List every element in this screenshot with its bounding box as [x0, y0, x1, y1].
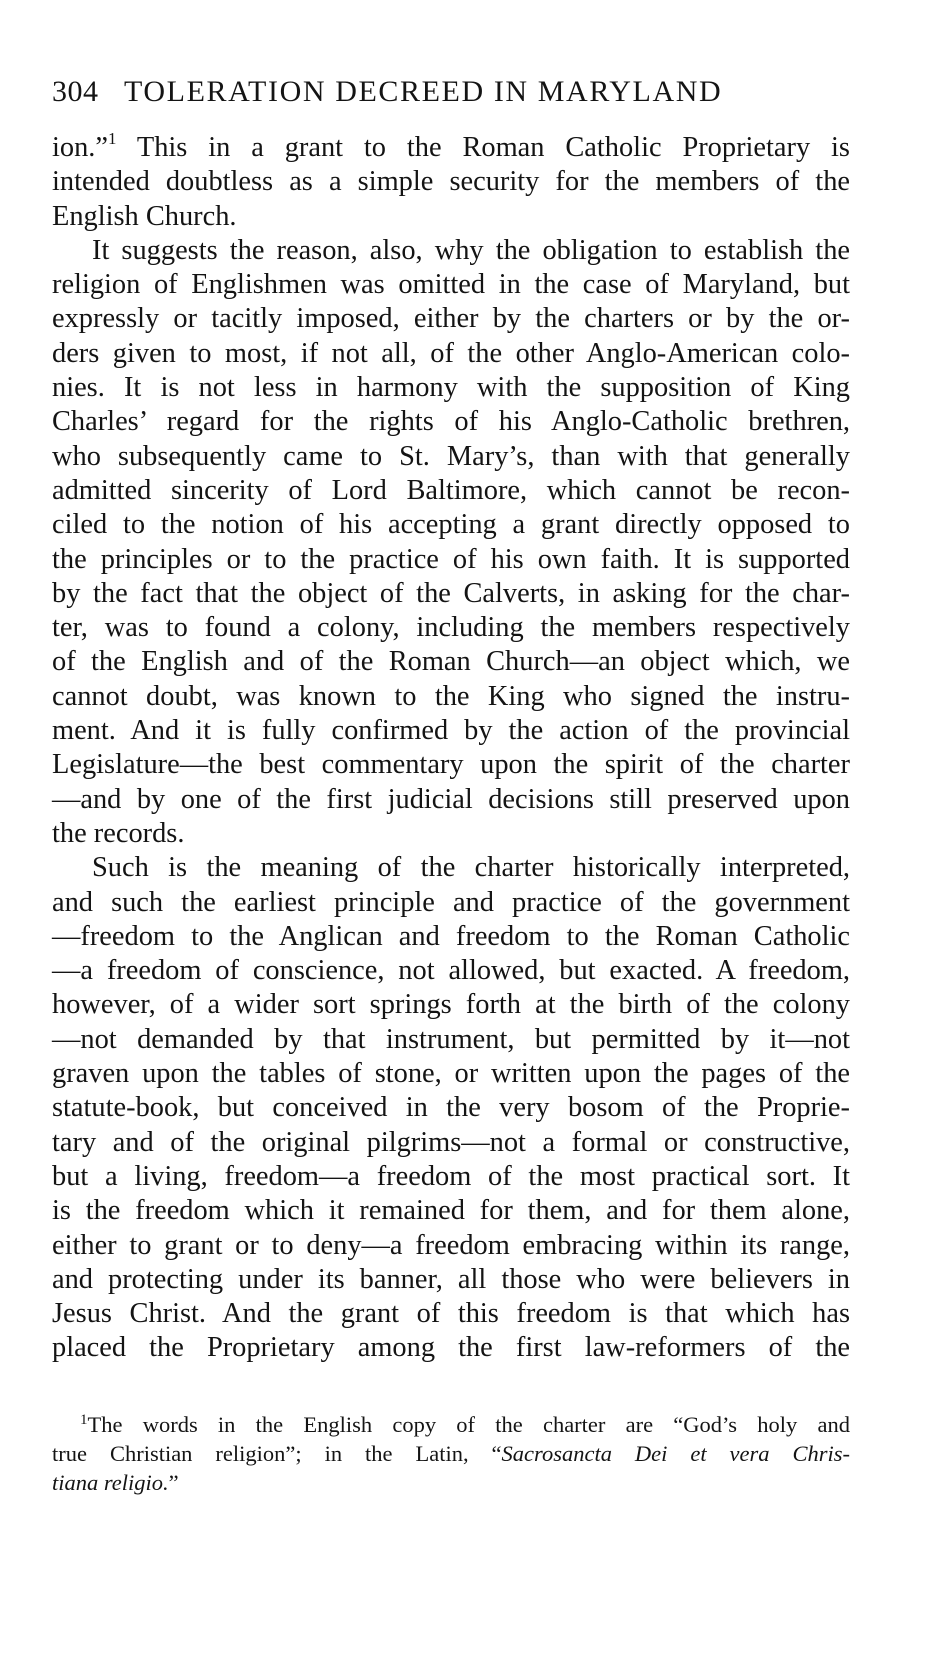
text-line: —freedom to the Anglican and freedom to the Roman Catholic — [52, 920, 850, 952]
text-line: cannot doubt, was known to the King who signed the instru- — [52, 680, 850, 712]
text-line: —a freedom of conscience, not allowed, but exacted. A freedom, — [52, 955, 850, 987]
body-text — [52, 131, 850, 1366]
page-number: 304 — [52, 75, 99, 108]
paragraph-1 — [52, 131, 850, 234]
text-line: nies. It is not less in harmony with the supposition of King — [52, 372, 850, 404]
text-line: religion of Englishmen was omitted in the case of Maryland, but — [52, 269, 850, 301]
text-line: ciled to the notion of his accepting a grant directly opposed to — [52, 509, 850, 541]
text-line: intended doubtless as a simple security for the members of the — [52, 166, 850, 198]
text-line: however, of a wider sort springs forth at the birth of the colony — [52, 989, 850, 1021]
text-line: tary and of the original pilgrims—not a formal or constructive, — [52, 1126, 850, 1158]
footnote-line: $^1$The words in the English copy of the charter are “God’s holy and — [80, 1412, 850, 1437]
text-line: but a living, freedom—a freedom of the most practical sort. It — [52, 1160, 850, 1192]
text-line: ion.”$^1$ This in a grant to the Roman Catholic Proprietary is — [52, 129, 850, 163]
text-line: Jesus Christ. And the grant of this freedom is that which has — [52, 1298, 850, 1330]
paragraph-2 — [52, 234, 850, 851]
text-line: of the English and of the Roman Church—an object which, we — [52, 646, 850, 678]
footnote — [52, 1410, 850, 1497]
text-line: and protecting under its banner, all those who were believers in — [52, 1263, 850, 1295]
text-line: placed the Proprietary among the first law-reformers of the — [52, 1332, 850, 1364]
text-line: who subsequently came to St. Mary’s, than with that generally — [52, 440, 850, 472]
text-line: and such the earliest principle and practice of the government — [52, 886, 850, 918]
chapter-title: TOLERATION DECREED IN MARYLAND — [124, 75, 723, 108]
text-line: Charles’ regard for the rights of his Anglo-Catholic brethren, — [52, 406, 850, 438]
text-line: It suggests the reason, also, why the obligation to establish the — [92, 234, 850, 266]
text-line: by the fact that the object of the Calverts, in asking for the char- — [52, 577, 850, 609]
text-line: —not demanded by that instrument, but permitted by it—not — [52, 1023, 850, 1055]
paragraph-3 — [52, 851, 850, 1365]
text-line: English Church. — [52, 200, 237, 232]
text-line: graven upon the tables of stone, or written upon the pages of the — [52, 1058, 850, 1090]
text-line: the principles or to the practice of his own faith. It is supported — [52, 543, 850, 575]
text-line: either to grant or to deny—a freedom embracing within its range, — [52, 1229, 850, 1261]
text-line: ter, was to found a colony, including the members respectively — [52, 612, 850, 644]
text-line: ment. And it is fully confirmed by the action of the provincial — [52, 715, 850, 747]
text-line: is the freedom which it remained for them, and for them alone, — [52, 1195, 850, 1227]
footnote-line: true Christian religion”; in the Latin, “Sacrosancta Dei et vera Chris- — [52, 1441, 851, 1466]
footnote-mark: 1 — [80, 1412, 88, 1428]
text-line: expressly or tacitly imposed, either by the charters or by the or- — [52, 303, 850, 335]
text-line: the records. — [52, 817, 185, 849]
running-head — [52, 72, 850, 112]
text-line: admitted sincerity of Lord Baltimore, which cannot be recon- — [52, 474, 850, 506]
text-line: Legislature—the best commentary upon the spirit of the charter — [52, 749, 850, 781]
footnote-reference: 1 — [107, 129, 117, 148]
footnote-line: tiana religio.” — [52, 1470, 179, 1495]
text-line: —and by one of the first judicial decisions still preserved upon — [52, 783, 850, 815]
text-line: Such is the meaning of the charter historically interpreted, — [92, 852, 850, 884]
text-line: ders given to most, if not all, of the other Anglo-American colo- — [52, 337, 850, 369]
text-line: statute-book, but conceived in the very bosom of the Proprie- — [52, 1092, 850, 1124]
